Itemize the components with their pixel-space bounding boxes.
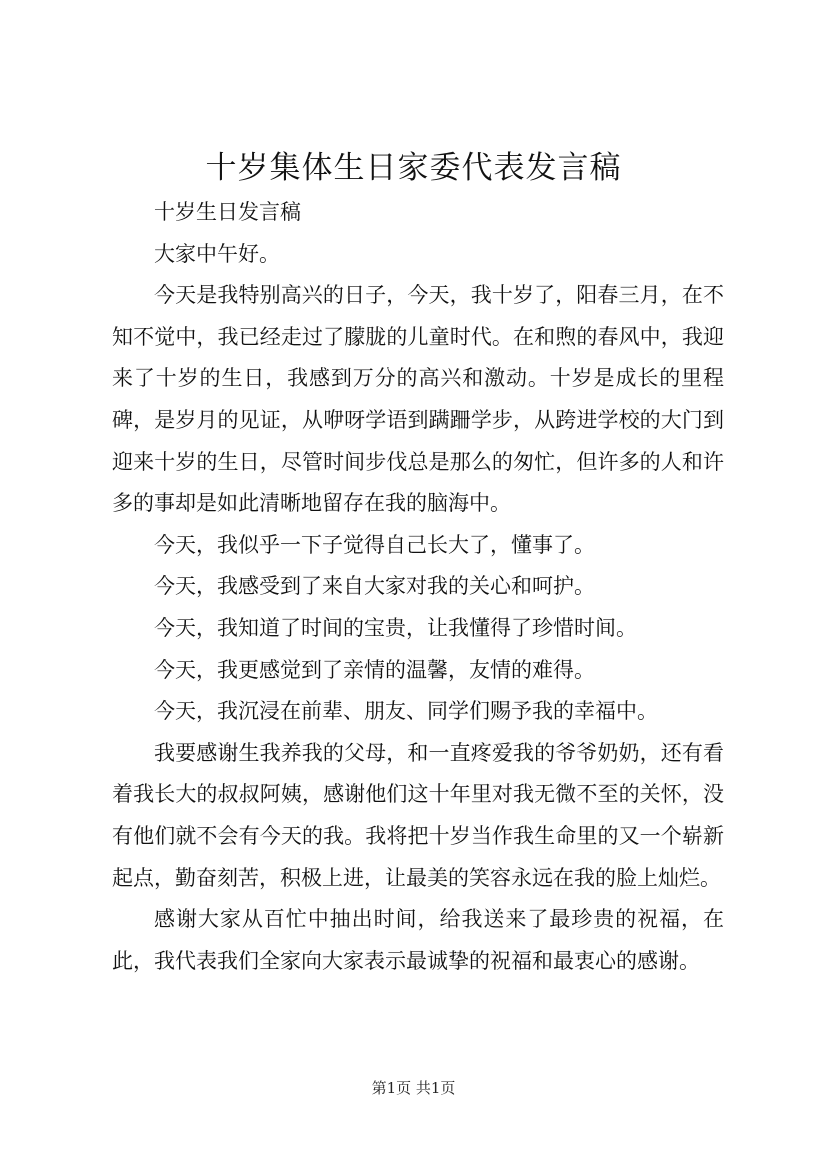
document-title: 十岁集体生日家委代表发言稿 [205,150,622,186]
paragraph-greeting: 大家中午好。 [154,241,280,266]
paragraph: 我要感谢生我养我的父母，和一直疼爱我的爷爷奶奶，还有看着我长大的叔叔阿姨，感谢他们这十年里对我无微不至的关怀，没有他们就不会有今天的我。我将把十岁当作我生命里的又一个崭新起点，勤奋刻苦，积极上进，让最美的笑容永远在我的脸上灿烂。 [112,740,724,890]
document-body [112,192,724,982]
paragraph-subtitle: 十岁生日发言稿 [154,200,301,224]
paragraph: 感谢大家从百忙中抽出时间，给我送来了最珍贵的祝福，在此，我代表我们全家向大家表示最诚挚的祝福和最衷心的感谢。 [112,907,724,973]
page-number: 第1页 共1页 [371,1079,456,1097]
paragraph: 今天，我更感觉到了亲情的温馨，友情的难得。 [154,657,595,682]
paragraph: 今天，我沉浸在前辈、朋友、同学们赐予我的幸福中。 [154,699,658,724]
paragraph: 今天是我特别高兴的日子，今天，我十岁了，阳春三月，在不知不觉中，我已经走过了朦胧的儿童时代。在和煦的春风中，我迎来了十岁的生日，我感到万分的高兴和激动。十岁是成长的里程碑，是岁月的见证，从咿呀学语到蹒跚学步，从跨进学校的大门到迎来十岁的生日，尽管时间步伐总是那么的匆忙，但许多的人和许多的事却是如此清晰地留存在我的脑海中。 [112,283,724,516]
paragraph: 今天，我感受到了来自大家对我的关心和呵护。 [154,574,595,599]
paragraph: 今天，我似乎一下子觉得自己长大了，懂事了。 [154,532,595,557]
paragraph: 今天，我知道了时间的宝贵，让我懂得了珍惜时间。 [154,615,637,640]
